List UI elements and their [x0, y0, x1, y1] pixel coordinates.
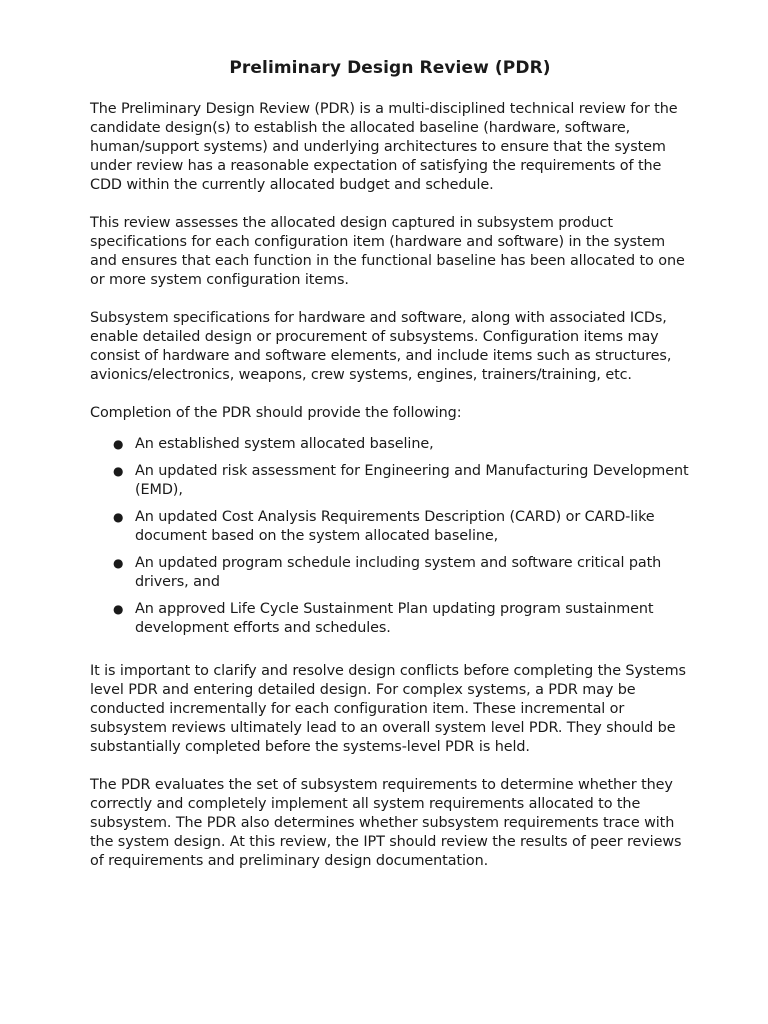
bullet-icon: ● — [113, 464, 124, 478]
design-conflicts-paragraph: It is important to clarify and resolve design conflicts before completing the Systems level PDR and entering detailed design. For complex systems, a PDR may be conducted incrementally for each configuration item. These incremental or subsystem reviews ultimately lead to an overall system level PDR. They should be substantially completed before the systems-level PDR is held. — [90, 663, 686, 755]
list-item-text: An updated program schedule including system and software critical path drivers, and — [135, 555, 662, 590]
document-page — [90, 58, 690, 890]
list-item-text: An updated Cost Analysis Requirements Description (CARD) or CARD-like document based on the system allocated baseline, — [135, 509, 655, 544]
completion-lead-paragraph: Completion of the PDR should provide the following: — [90, 405, 462, 421]
list-item — [90, 554, 690, 592]
list-item-text: An updated risk assessment for Engineering and Manufacturing Development (EMD), — [135, 463, 689, 498]
list-item — [90, 462, 690, 500]
list-item — [90, 508, 690, 546]
bullet-icon: ● — [113, 602, 124, 616]
list-item-text: An approved Life Cycle Sustainment Plan updating program sustainment development efforts and schedules. — [135, 601, 654, 636]
bullet-icon: ● — [113, 556, 124, 570]
bullet-icon: ● — [113, 510, 124, 524]
subsystem-specifications-paragraph: Subsystem specifications for hardware and software, along with associated ICDs, enable detailed design or procurement of subsystems. Configuration items may consist of hardware and software elements, and include items such as structures, avionics/electronics, weapons, crew systems, engines, trainers/training, etc. — [90, 310, 672, 383]
document-title: Preliminary Design Review (PDR) — [229, 58, 551, 78]
pdr-outcomes-list — [90, 435, 690, 638]
intro-paragraph: The Preliminary Design Review (PDR) is a multi-disciplined technical review for the candidate design(s) to establish the allocated baseline (hardware, software, human/support systems) and underlying architectures to ensure that the system under review has a reasonable expectation of satisfying the requirements of the CDD within the currently allocated budget and schedule. — [90, 101, 678, 193]
assessment-paragraph: This review assesses the allocated design captured in subsystem product specifications for each configuration item (hardware and software) in the system and ensures that each function in the functional baseline has been allocated to one or more system configuration items. — [90, 215, 685, 288]
list-item — [90, 435, 690, 454]
list-item — [90, 600, 690, 638]
requirements-evaluation-paragraph: The PDR evaluates the set of subsystem requirements to determine whether they correctly and completely implement all system requirements allocated to the subsystem. The PDR also determines whether subsystem requirements trace with the system design. At this review, the IPT should review the results of peer reviews of requirements and preliminary design documentation. — [90, 777, 682, 869]
bullet-icon: ● — [113, 437, 124, 451]
list-item-text: An established system allocated baseline, — [135, 436, 434, 452]
